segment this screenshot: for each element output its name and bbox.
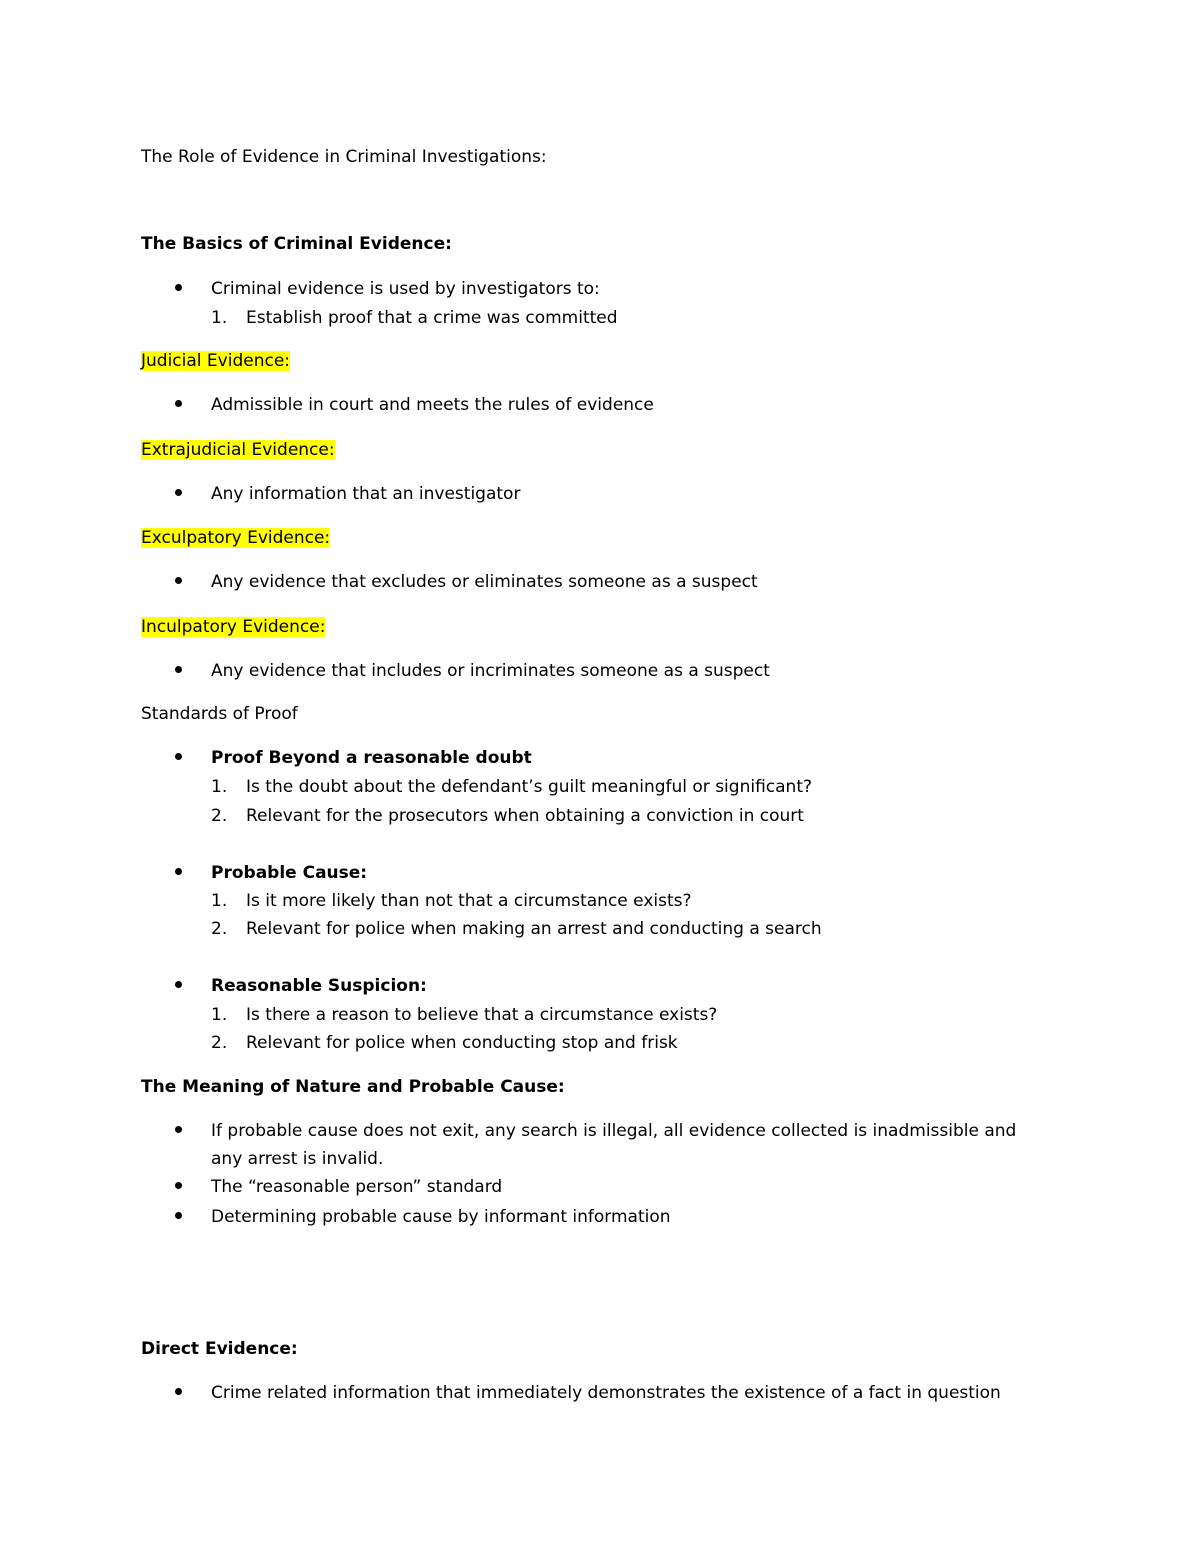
meaning-heading: The Meaning of Nature and Probable Cause:: [141, 1077, 565, 1097]
bullet-icon: [175, 577, 182, 584]
standard-item-text: Relevant for police when making an arrest and conducting a search: [246, 919, 822, 939]
extrajudicial-heading: Extrajudicial Evidence:: [141, 440, 335, 460]
standard-item-number: 2.: [211, 1033, 228, 1053]
meaning-bullet-continuation: any arrest is invalid.: [211, 1149, 384, 1169]
standard-item-number: 2.: [211, 806, 228, 826]
bullet-icon: [175, 1212, 182, 1219]
standard-item-text: Is there a reason to believe that a circumstance exists?: [246, 1005, 718, 1025]
standard-title: Proof Beyond a reasonable doubt: [211, 748, 532, 768]
standard-item-number: 1.: [211, 777, 228, 797]
standard-item-number: 1.: [211, 1005, 228, 1025]
inculpatory-heading: Inculpatory Evidence:: [141, 617, 326, 637]
standards-heading: Standards of Proof: [141, 704, 298, 724]
bullet-icon: [175, 868, 182, 875]
meaning-bullet: If probable cause does not exit, any search is illegal, all evidence collected is inadmissible and: [211, 1121, 1017, 1141]
bullet-icon: [175, 1182, 182, 1189]
extrajudicial-bullet: Any information that an investigator: [211, 484, 521, 504]
judicial-bullet: Admissible in court and meets the rules of evidence: [211, 395, 654, 415]
meaning-bullet: The “reasonable person” standard: [211, 1177, 503, 1197]
document-title: The Role of Evidence in Criminal Investigations:: [141, 147, 547, 167]
exculpatory-heading: Exculpatory Evidence:: [141, 528, 331, 548]
bullet-icon: [175, 400, 182, 407]
judicial-heading: Judicial Evidence:: [141, 351, 290, 371]
bullet-icon: [175, 284, 182, 291]
standard-item-text: Is the doubt about the defendant’s guilt meaningful or significant?: [246, 777, 813, 797]
bullet-icon: [175, 981, 182, 988]
standard-title: Reasonable Suspicion:: [211, 976, 427, 996]
standard-item-text: Relevant for police when conducting stop and frisk: [246, 1033, 678, 1053]
exculpatory-bullet: Any evidence that excludes or eliminates someone as a suspect: [211, 572, 758, 592]
standard-item-text: Is it more likely than not that a circumstance exists?: [246, 891, 692, 911]
basics-item-text: Establish proof that a crime was committed: [246, 308, 618, 328]
bullet-icon: [175, 489, 182, 496]
basics-heading: The Basics of Criminal Evidence:: [141, 234, 452, 254]
direct-bullet: Crime related information that immediately demonstrates the existence of a fact in question: [211, 1383, 1001, 1403]
inculpatory-bullet: Any evidence that includes or incriminates someone as a suspect: [211, 661, 770, 681]
bullet-icon: [175, 1126, 182, 1133]
bullet-icon: [175, 753, 182, 760]
meaning-bullet: Determining probable cause by informant information: [211, 1207, 671, 1227]
basics-item-number: 1.: [211, 308, 228, 328]
basics-bullet: Criminal evidence is used by investigators to:: [211, 279, 600, 299]
standard-item-number: 1.: [211, 891, 228, 911]
bullet-icon: [175, 1388, 182, 1395]
standard-item-number: 2.: [211, 919, 228, 939]
standard-item-text: Relevant for the prosecutors when obtaining a conviction in court: [246, 806, 804, 826]
standard-title: Probable Cause:: [211, 863, 368, 883]
direct-heading: Direct Evidence:: [141, 1339, 298, 1359]
bullet-icon: [175, 666, 182, 673]
